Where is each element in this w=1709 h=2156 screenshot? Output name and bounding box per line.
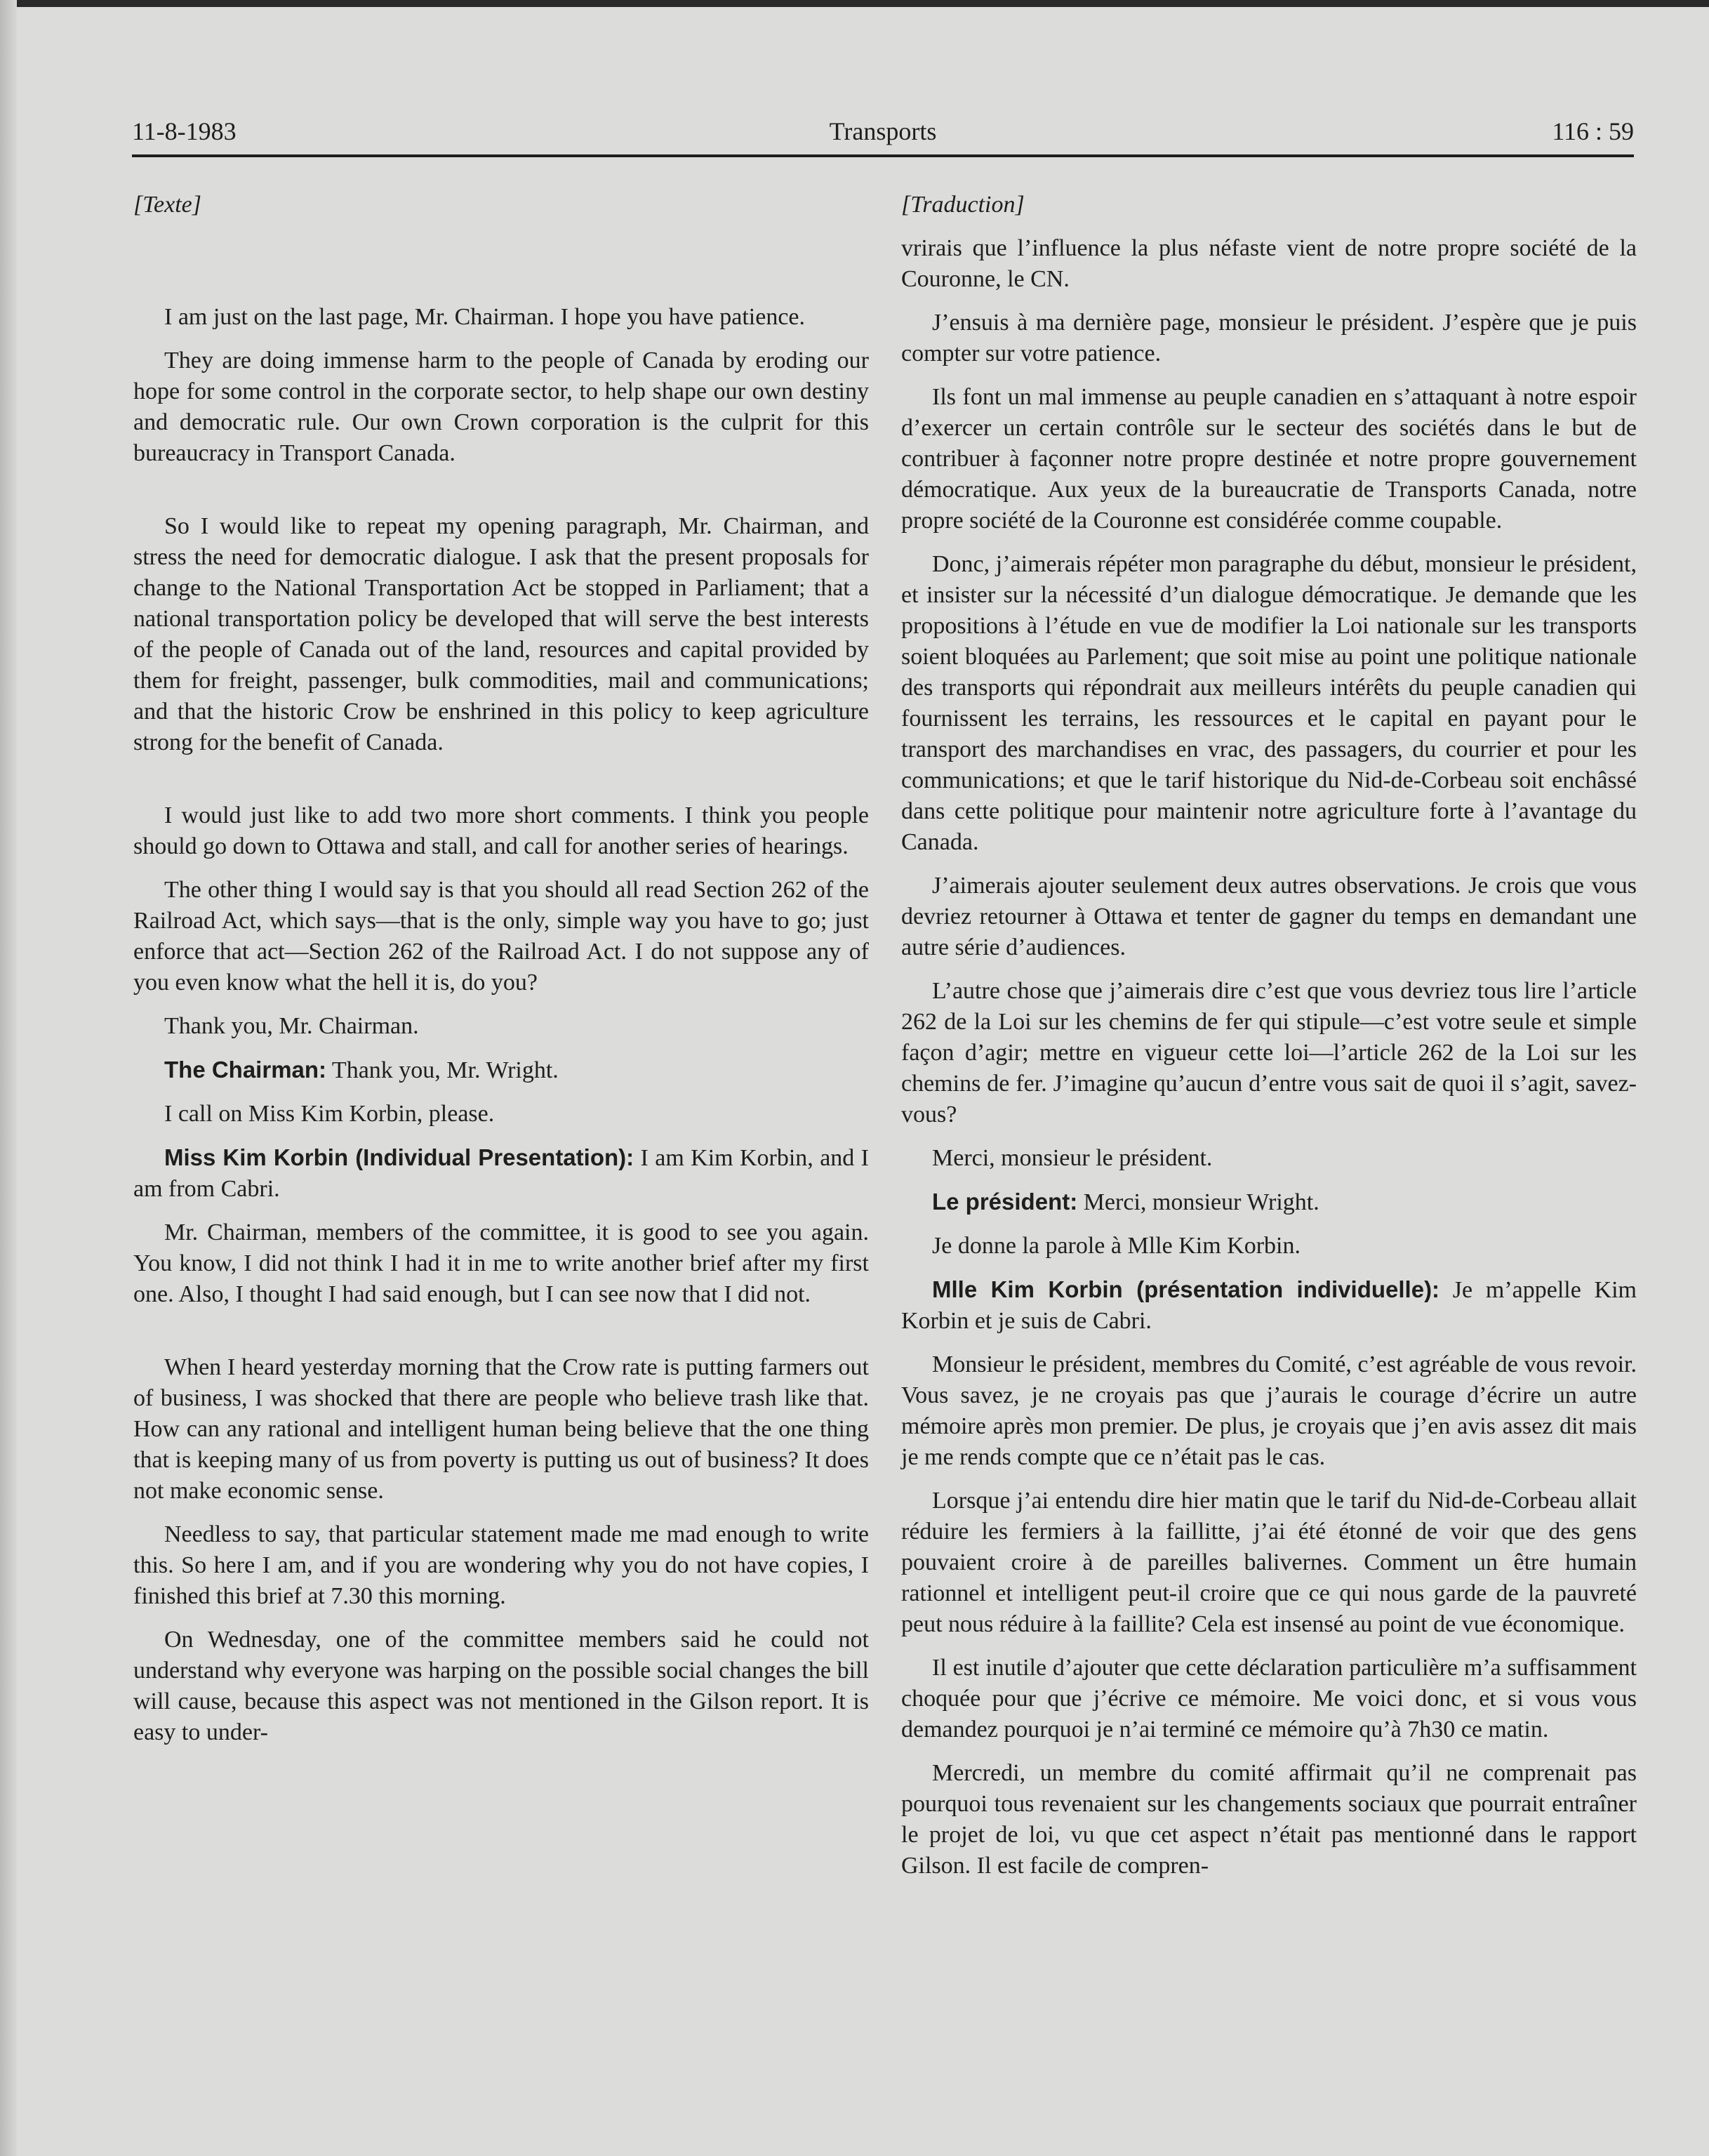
- speaker-paragraph: [133, 1142, 869, 1205]
- paragraph: Je donne la parole à Mlle Kim Korbin.: [932, 1233, 1301, 1259]
- speaker-text: I am Kim Korbin, and I am from Cabri.: [133, 1145, 870, 1202]
- speaker-text: Thank you, Mr. Wright.: [326, 1057, 559, 1083]
- speaker-text: Je m’appelle Kim Korbin et je suis de Cabri.: [901, 1277, 1637, 1334]
- paragraph: Merci, monsieur le président.: [932, 1145, 1213, 1171]
- paragraph: Il est inutile d’ajouter que cette déclaration particulière m’a suffisamment choquée pour que j’écrive ce mémoire. Me voici donc, et si vous vous demandez pourquoi je n’ai terminé ce mémoire qu’à 7h30 ce matin.: [901, 1655, 1637, 1742]
- paragraph: Donc, j’aimerais répéter mon paragraphe du début, monsieur le président, et insister sur la nécessité d’un dialogue démocratique. Je demande que les propositions à l’étude en vue de modifier la Loi nationale sur les transports soient bloquées au Parlement; que soit mise au point une politique nationale des transports qui répondrait aux meilleurs intérêts du peuple canadien qui fournissent les terrains, les ressources et le capital en payant pour le transport des marchandises en vrac, des passagers, du courrier et pour les communications; et que le tarif historique du Nid-de-Corbeau soit enchâssé dans cette politique pour maintenir notre agriculture forte à l’avantage du Canada.: [901, 551, 1637, 855]
- paragraph: I would just like to add two more short comments. I think you people should go down to Ottawa and stall, and call for another series of hearings.: [133, 802, 869, 859]
- page-top-edge: [0, 0, 1709, 7]
- paragraph: L’autre chose que j’aimerais dire c’est que vous devriez tous lire l’article 262 de la Loi sur les chemins de fer qui stipule—c’est votre seule et simple façon d’agir; mettre en vigueur cette loi—l’article 262 de la Loi sur les chemins de fer. J’imagine qu’aucun d’entre vous sait de quoi il s’agit, savez-vous?: [901, 978, 1637, 1127]
- paragraph: When I heard yesterday morning that the Crow rate is putting farmers out of business, I was shocked that there are people who believe trash like that. How can any rational and intelligent human being believe that the one thing that is keeping many of us from poverty is putting us out of business? It does not make economic sense.: [133, 1354, 869, 1504]
- speaker-paragraph: [901, 1274, 1637, 1337]
- paragraph: The other thing I would say is that you should all read Section 262 of the Railroad Act, which says—that is the only, simple way you have to go; just enforce that act—Section 262 of the Railroad Act. I do not suppose any of you even know what the hell it is, do you?: [133, 877, 869, 996]
- paragraph: I am just on the last page, Mr. Chairman. I hope you have patience.: [164, 304, 806, 330]
- paragraph: On Wednesday, one of the committee members said he could not understand why everyone was harping on the possible social changes the bill will cause, because this aspect was not mentioned in the Gilson report. It is easy to under-: [133, 1627, 869, 1745]
- paragraph: J’aimerais ajouter seulement deux autres observations. Je crois que vous devriez retourner à Ottawa et tenter de gagner du temps en demandant une autre série d’audiences.: [901, 873, 1637, 960]
- paragraph: Mr. Chairman, members of the committee, it is good to see you again. You know, I did not think I had it in me to write another brief after my first one. Also, I thought I had said enough, but I can see now that I did not.: [133, 1219, 869, 1307]
- speaker-name: Mlle Kim Korbin (présentation individuelle):: [932, 1276, 1440, 1302]
- speaker-text: Merci, monsieur Wright.: [1077, 1189, 1319, 1215]
- paragraph: Thank you, Mr. Chairman.: [164, 1013, 419, 1039]
- column-label-translation: [Traduction]: [901, 192, 1025, 218]
- running-header: [132, 117, 1634, 156]
- speaker-name: The Chairman:: [164, 1057, 327, 1083]
- paragraph: They are doing immense harm to the people of Canada by eroding our hope for some control in the corporate sector, to help shape our own destiny and democratic rule. Our own Crown corporation is the culprit for this bureaucracy in Transport Canada.: [133, 348, 869, 466]
- header-title: Transports: [829, 117, 937, 145]
- paragraph: Lorsque j’ai entendu dire hier matin que le tarif du Nid-de-Corbeau allait réduire les fermiers à la faillitte, j’ai été étonné de voir que des gens pouvaient croire à de pareilles balivernes. Comment un être humain rationnel et intelligent peut-il croire que ce qui nous garde de la pauvreté peut nous réduire à la faillite? Cela est insensé au point de vue économique.: [901, 1488, 1637, 1637]
- speaker-name: Le président:: [932, 1189, 1078, 1215]
- paragraph: vrirais que l’influence la plus néfaste vient de notre propre société de la Couronne, le CN.: [901, 235, 1637, 292]
- column-label-text: [Texte]: [133, 192, 201, 218]
- paragraph: Ils font un mal immense au peuple canadien en s’attaquant à notre espoir d’exercer un certain contrôle sur le secteur des sociétés dans le but de contribuer à façonner notre propre destinée et notre propre gouvernement démocratique. Aux yeux de la bureaucratie de Transports Canada, notre propre société de la Couronne est considérée comme coupable.: [901, 384, 1637, 534]
- paragraph: So I would like to repeat my opening paragraph, Mr. Chairman, and stress the need for democratic dialogue. I ask that the present proposals for change to the National Transportation Act be stopped in Parliament; that a national transportation policy be developed that will serve the best interests of the people of Canada out of the land, resources and capital provided by them for freight, passenger, bulk commodities, mail and communications; and that the historic Crow be enshrined in this policy to keep agriculture strong for the benefit of Canada.: [133, 513, 869, 755]
- speaker-paragraph: [133, 1054, 869, 1086]
- speaker-name: Miss Kim Korbin (Individual Presentation):: [164, 1144, 634, 1170]
- page-binding-edge: [0, 0, 17, 2156]
- header-rule: [132, 154, 1634, 157]
- header-date: 11-8-1983: [132, 117, 237, 145]
- paragraph: Needless to say, that particular statement made me mad enough to write this. So here I am, and if you are wondering why you do not have copies, I finished this brief at 7.30 this morning.: [133, 1521, 869, 1609]
- french-column: [901, 190, 1637, 1894]
- paragraph: J’ensuis à ma dernière page, monsieur le président. J’espère que je puis compter sur votre patience.: [901, 310, 1637, 366]
- paragraph: Mercredi, un membre du comité affirmait qu’il ne comprenait pas pourquoi tous revenaient sur les changements sociaux que pourrait entraîner le projet de loi, vu que cet aspect n’était pas mentionné dans le rapport Gilson. Il est facile de compren-: [901, 1760, 1637, 1879]
- speaker-paragraph: [901, 1186, 1637, 1218]
- paragraph: Monsieur le président, membres du Comité, c’est agréable de vous revoir. Vous savez, je ne croyais pas que j’aurais le courage d’écrire un autre mémoire après mon premier. De plus, je croyais que j’en avis assez dit mais je me rends compte que ce n’était pas le cas.: [901, 1351, 1637, 1470]
- header-page-number: 116 : 59: [1552, 117, 1634, 145]
- english-column: [133, 190, 869, 1761]
- paragraph: I call on Miss Kim Korbin, please.: [164, 1101, 495, 1127]
